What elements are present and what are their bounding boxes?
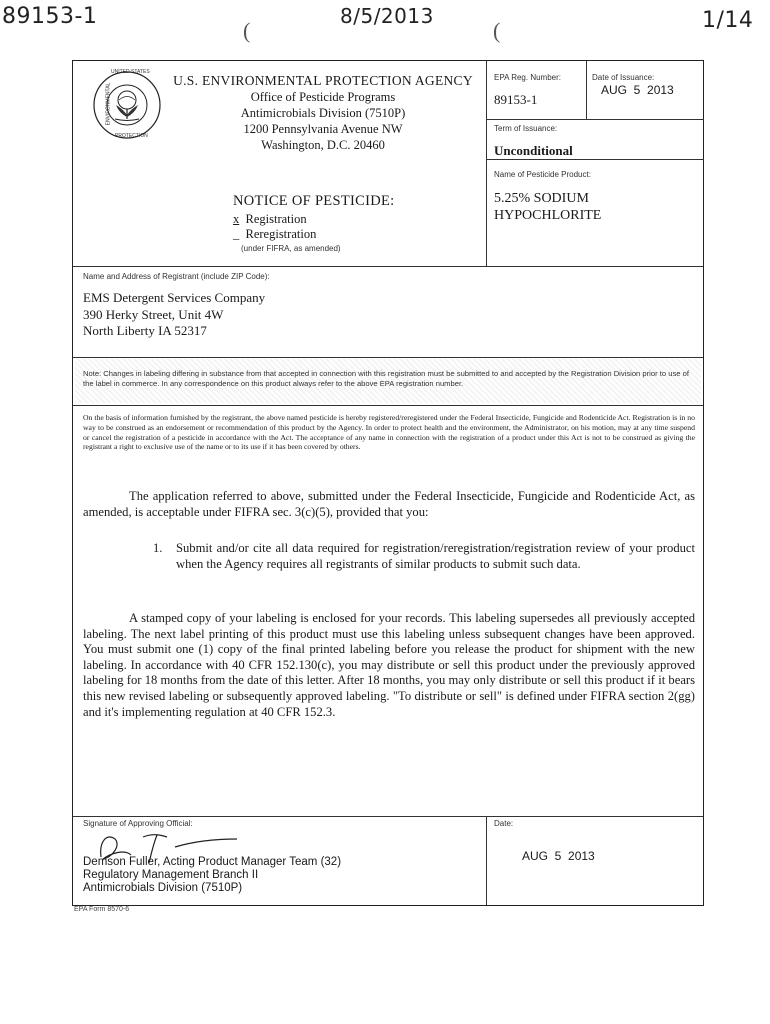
row-rule-5: [73, 405, 703, 406]
agency-street: 1200 Pennsylvania Avenue NW: [243, 122, 403, 136]
seal-text-left: ENVIRONMENTAL: [105, 82, 112, 126]
signature-divider: [486, 816, 487, 905]
row-rule-2: [486, 159, 704, 160]
row-rule-4: [73, 357, 703, 358]
official-block: [83, 856, 341, 895]
handwritten-page: 1/14: [702, 8, 754, 33]
term-label: Term of Issuance:: [494, 124, 558, 133]
signature-label: Signature of Approving Official:: [83, 819, 193, 828]
handwritten-file-number: 89153-1: [2, 4, 98, 29]
fifra-note: (under FIFRA, as amended): [241, 244, 341, 253]
agency-name: U.S. ENVIRONMENTAL PROTECTION AGENCY: [173, 73, 473, 88]
reregistration-label: Reregistration: [245, 227, 317, 241]
labeling-note: Note: Changes in labeling differing in substance from that accepted in connection with this registration must be submitted to and accepted by the Registration Division prior to use of the label in commerce. In any correspondence on this product always refer to the above EPA registration number.: [83, 369, 689, 388]
agency-city: Washington, D.C. 20460: [261, 138, 385, 152]
official-division: Antimicrobials Division (7510P): [83, 882, 243, 894]
product-name-line-1: 5.25% SODIUM: [494, 191, 589, 206]
reg-number: 89153-1: [494, 92, 538, 107]
reregistration-mark: _: [233, 227, 240, 241]
seal-text-bottom: PROTECTION: [115, 133, 148, 139]
agency-division: Antimicrobials Division (7510P): [240, 106, 406, 120]
date-label: Date:: [494, 819, 514, 828]
epa-seal: [91, 69, 163, 141]
notice-title: NOTICE OF PESTICIDE:: [233, 193, 395, 209]
product-name: [494, 190, 601, 224]
official-branch: Regulatory Management Branch II: [83, 869, 259, 881]
registrant-label: Name and Address of Registrant (include ZIP Code):: [83, 272, 270, 281]
condition-number: 1.: [153, 541, 163, 555]
row-rule-6: [73, 816, 703, 817]
header-divider: [486, 61, 487, 266]
seal-text-top: UNITED STATES: [111, 69, 150, 75]
row-rule-3: [73, 266, 703, 267]
registrant-city: North Liberty IA 52317: [83, 323, 207, 338]
registration-option: [233, 212, 307, 227]
registration-mark: x: [233, 212, 240, 226]
labeling-paragraph: A stamped copy of your labeling is enclosed for your records. This labeling supersedes all previously accepted labeling. The next label printing of this product must use this labeling unless subsequent changes have been approved. You must submit one (1) copy of the final printed labeling before you release the product for shipment with the new labeling. In accordance with 40 CFR 152.130(c), you may distribute or sell this product under the previously approved labeling for 18 months from the date of this letter. After 18 months, you may only distribute or sell this product if it bears this new revised labeling or subsequently approved labeling. "To distribute or sell" is defined under FIFRA section 2(gg) and it's implementing regulation at 40 CFR 152.3.: [83, 611, 695, 719]
condition-text: Submit and/or cite all data required for registration/reregistration/registration review of your product when the Agency requires all registrants of similar products to submit such data.: [176, 541, 695, 571]
agency-block: [173, 73, 473, 153]
basis-paragraph: On the basis of information furnished by the registrant, the above named pesticide is hereby registered/reregistered under the Federal Insecticide, Fungicide and Rodenticide Act. Registration is in no way to be construed as an endorsement or recommendation of this product by the Agency. In order to protect health and the environment, the Administrator, on his motion, may at any time suspend or cancel the registration of a pesticide in accordance with the Act. The acceptance of any name in connection with the registration of a product under this Act is not to be construed as giving the registrant a right to exclusive use of the name or to its use if it has been covered by others.: [83, 413, 695, 452]
product-name-line-2: HYPOCHLORITE: [494, 208, 602, 223]
issuance-divider: [586, 61, 587, 119]
reg-number-label: EPA Reg. Number:: [494, 73, 561, 82]
handwritten-mark-1: (: [243, 18, 251, 43]
agency-office: Office of Pesticide Programs: [250, 90, 396, 104]
row-rule-1: [486, 119, 704, 120]
issuance-date-stamp: AUG 5 2013: [601, 83, 674, 97]
registrant-street: 390 Herky Street, Unit 4W: [83, 306, 224, 322]
form-number: EPA Form 8570-6: [74, 906, 130, 913]
registrant-address: [83, 290, 265, 340]
handwritten-date: 8/5/2013: [340, 4, 434, 28]
registrant-company: EMS Detergent Services Company: [83, 290, 266, 305]
notice-form: [72, 60, 704, 906]
date-stamp: AUG 5 2013: [522, 849, 595, 863]
handwritten-mark-2: (: [493, 18, 501, 43]
term-value: Unconditional: [494, 143, 573, 158]
acceptance-paragraph: The application referred to above, submitted under the Federal Insecticide, Fungicide and Rodenticide Act, as amended, is acceptable under FIFRA sec. 3(c)(5), provided that you:: [83, 489, 695, 519]
issuance-label: Date of Issuance:: [592, 73, 655, 82]
official-name: Demson Fuller, Acting Product Manager Team (32): [83, 856, 342, 868]
registration-label: Registration: [245, 212, 307, 226]
product-name-label: Name of Pesticide Product:: [494, 170, 591, 179]
reregistration-option: [233, 227, 316, 242]
